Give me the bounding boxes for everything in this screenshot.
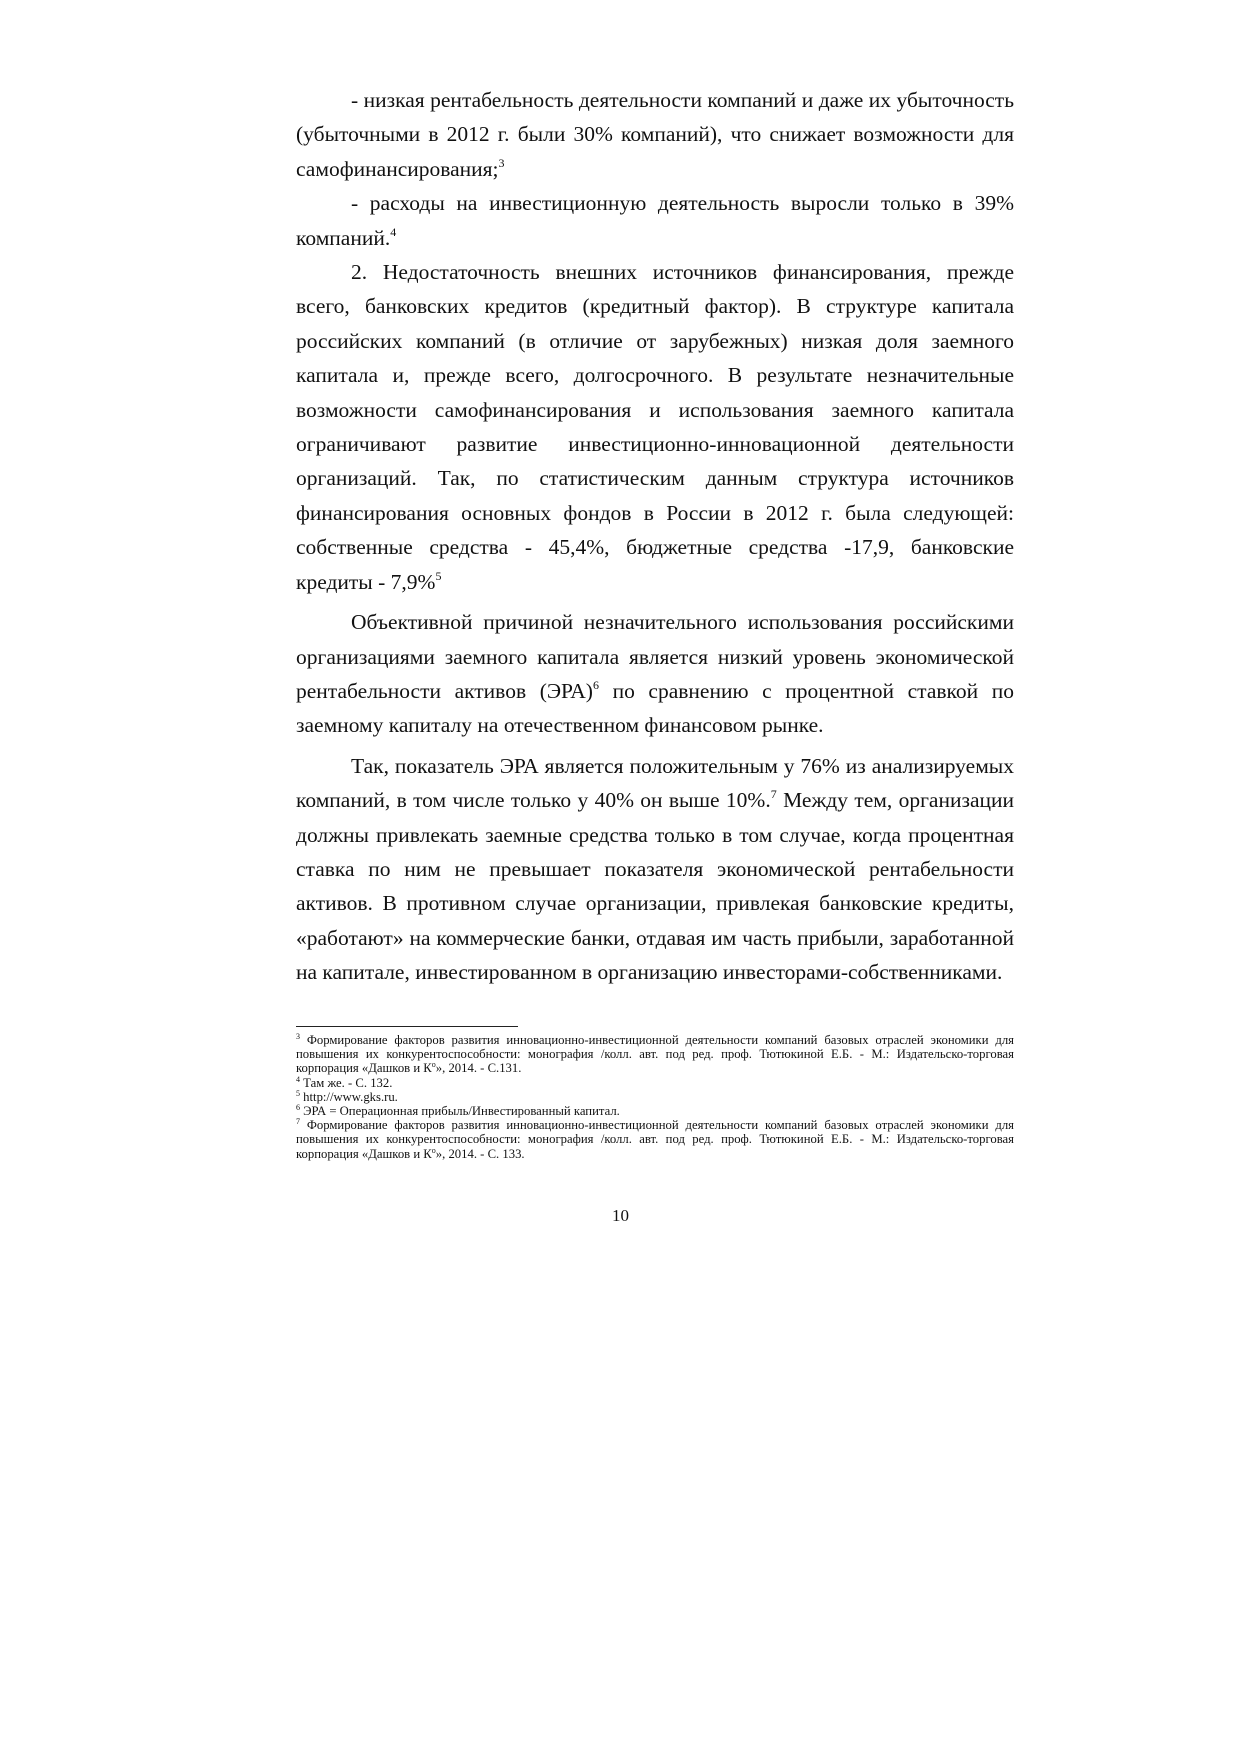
paragraph-investment-expenses (296, 186, 1014, 255)
footnote-text: Формирование факторов развития инновационно-инвестиционной деятельности компаний базовых отраслей экономики для повышения их конкурентоспособности: монография /колл. авт. под ред. проф. Тютюкиной Е.Б. - М.: Издательско-торговая корпорация «Дашков и К (296, 1118, 1014, 1161)
paragraph-text: Объективной причиной незначительного использования российскими организациями заемного капитала является низкий уровень экономической рентабельности активов (ЭРА) (296, 610, 1014, 703)
paragraph-external-sources (296, 255, 1014, 599)
paragraph-text: 2. Недостаточность внешних источников финансирования, прежде всего, банковских кредитов (кредитный фактор). В структуре капитала российских компаний (в отличие от зарубежных) низкая доля заемного капитала и, прежде всего, долгосрочного. В результате незначительные возможности самофинансирования и использования заемного капитала ограничивают развитие инвестиционно-инновационной деятельности организаций. Так, по статистическим данным структура источников финансирования основных фондов в России в 2012 г. была следующей: собственные средства - 45,4%, бюджетные средства -17,9, банковские кредиты - 7,9% (296, 260, 1014, 594)
footnote-ref: 4 (390, 224, 397, 239)
footnote-number: 5 (296, 1088, 300, 1098)
footnote-text: », 2014. - С. 133. (435, 1146, 525, 1161)
footnote-separator (296, 1026, 518, 1027)
footnote-text: Там же. - С. 132. (303, 1075, 393, 1090)
footnote (296, 1118, 1014, 1161)
footnote-superscript: о (431, 1145, 436, 1155)
footnotes (296, 1033, 1014, 1161)
paragraph-text: Между тем, организации должны привлекать заемные средства только в том случае, когда процентная ставка по ним не превышает показателя экономической рентабельности активов. В противном случае организации, привлекая банковские кредиты, «работают» на коммерческие банки, отдавая им часть прибыли, заработанной на капитале, инвестированном в организацию инвесторами-собственниками. (296, 788, 1015, 985)
page-number: 10 (612, 1206, 629, 1225)
footnote-ref: 6 (592, 677, 599, 692)
footnote-ref: 5 (435, 568, 442, 583)
paragraph-text: - расходы на инвестиционную деятельность выросли только в 39% компаний. (296, 191, 1014, 250)
footnote-number: 3 (296, 1032, 300, 1041)
footnote-number: 6 (296, 1103, 300, 1113)
footnote-number: 7 (296, 1117, 300, 1127)
footnote (296, 1104, 1014, 1118)
paragraph-low-profitability (296, 83, 1014, 186)
footnote (296, 1090, 1014, 1104)
body-text (296, 83, 1014, 990)
footnote-superscript: о (431, 1060, 436, 1070)
footnote-link[interactable]: http://www.gks.ru. (303, 1089, 398, 1104)
footnote-number: 4 (296, 1074, 300, 1084)
footnote-ref: 7 (770, 787, 777, 802)
paragraph-text: - низкая рентабельность деятельности компаний и даже их убыточность (убыточными в 2012 г. были 30% компаний), что снижает возможности для самофинансирования; (296, 88, 1014, 181)
footnote-text: ЭРА = Операционная прибыль/Инвестированный капитал. (303, 1104, 620, 1119)
footnote (296, 1033, 1014, 1076)
footnote (296, 1076, 1014, 1090)
footnote-ref: 3 (498, 155, 505, 170)
paragraph-objective-reason (296, 605, 1014, 743)
paragraph-era-indicator (296, 749, 1014, 990)
footnote-text: Формирование факторов развития инновационно-инвестиционной деятельности компаний базовых отраслей экономики для повышения их конкурентоспособности: монография /колл. авт. под ред. проф. Тютюкиной Е.Б. - М.: Издательско-торговая корпорация «Дашков и К (296, 1033, 1014, 1076)
paragraph-text: Так, показатель ЭРА является положительным у 76% из анализируемых компаний, в том числе только у 40% он выше 10%. (296, 753, 1014, 813)
footnote-text: », 2014. - С.131. (435, 1061, 522, 1076)
paragraph-text: по сравнению с процентной ставкой по заемному капиталу на отечественном финансовом рынке. (296, 678, 1014, 738)
